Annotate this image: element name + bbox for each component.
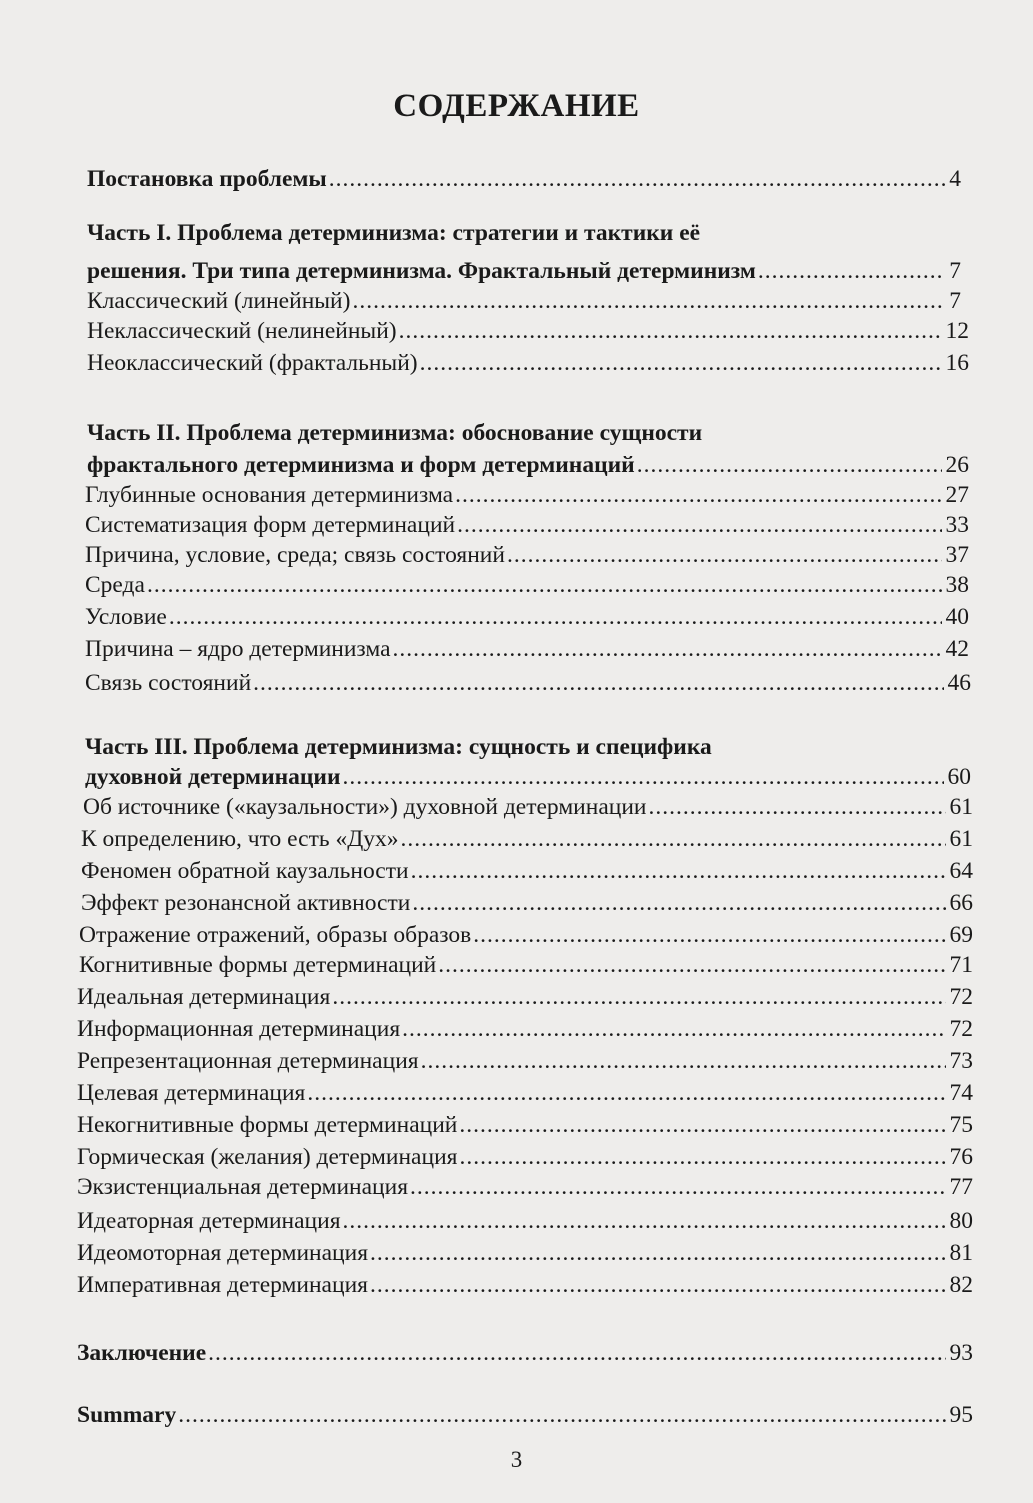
toc-entry-label: Репрезентационная детерминация — [77, 1048, 419, 1074]
toc-entry[interactable] — [77, 1172, 973, 1202]
toc-entry[interactable] — [77, 1014, 973, 1044]
toc-entry[interactable] — [87, 450, 969, 480]
toc-entry[interactable] — [85, 668, 971, 698]
toc-dot-leader — [438, 950, 945, 980]
toc-dot-leader — [457, 510, 941, 540]
toc-entry-label: Идеальная детерминация — [77, 984, 331, 1010]
toc-entry-label: Идеомоторная детерминация — [77, 1240, 369, 1266]
toc-dot-leader — [253, 668, 943, 698]
toc-dot-leader — [411, 856, 946, 886]
toc-entry-page: 26 — [945, 452, 969, 478]
toc-entry-label: Идеаторная детерминация — [77, 1208, 341, 1234]
toc-entry-page: 46 — [947, 670, 971, 696]
toc-entry[interactable] — [77, 1142, 973, 1172]
toc-entry-page: 61 — [949, 826, 973, 852]
toc-entry-label: духовной детерминации — [85, 764, 341, 790]
toc-entry-label: Об источнике («каузальности») духовной детерминации — [83, 794, 647, 820]
toc-entry-label: Императивная детерминация — [77, 1272, 368, 1298]
toc-entry[interactable] — [83, 792, 973, 822]
toc-entry-label: Эффект резонансной активности — [81, 890, 411, 916]
toc-entry-label: Условие — [85, 604, 167, 630]
toc-entry-page: 16 — [945, 350, 969, 376]
toc-entry-page: 42 — [945, 636, 969, 662]
toc-entry-page: 80 — [949, 1208, 973, 1234]
toc-entry-page: 60 — [947, 764, 971, 790]
toc-dot-leader — [370, 1238, 945, 1268]
toc-entry[interactable] — [77, 1206, 973, 1236]
toc-entry[interactable] — [85, 540, 969, 570]
toc-entry-page: 7 — [949, 258, 961, 284]
toc-entry[interactable] — [87, 348, 969, 378]
toc-entry-page: 82 — [949, 1272, 973, 1298]
toc-entry-label: Заключение — [77, 1340, 207, 1366]
toc-entry-page: 73 — [949, 1048, 973, 1074]
toc-entry-label: Связь состояний — [85, 670, 252, 696]
toc-dot-leader — [399, 316, 942, 346]
toc-entry-label: Среда — [85, 572, 145, 598]
toc-part-heading[interactable]: Часть I. Проблема детерминизма: стратегии и тактики её — [87, 220, 701, 246]
toc-entry[interactable] — [77, 1110, 973, 1140]
toc-entry[interactable] — [81, 888, 973, 918]
toc-entry-label: Неклассический (нелинейный) — [87, 318, 397, 344]
toc-entry-label: Когнитивные формы детерминаций — [79, 952, 437, 978]
toc-entry-page: 7 — [949, 288, 961, 314]
toc-entry-page: 77 — [949, 1174, 973, 1200]
toc-entry[interactable] — [87, 164, 961, 194]
toc-dot-leader — [507, 540, 942, 570]
toc-entry-page: 75 — [949, 1112, 973, 1138]
toc-entry-label: Феномен обратной каузальности — [81, 858, 409, 884]
toc-dot-leader — [147, 570, 942, 600]
toc-entry-label: Summary — [77, 1402, 177, 1428]
toc-dot-leader — [332, 982, 945, 1012]
toc-entry-page: 72 — [949, 1016, 973, 1042]
toc-dot-leader — [420, 348, 942, 378]
toc-entry-page: 4 — [949, 166, 961, 192]
toc-dot-leader — [459, 1142, 945, 1172]
toc-dot-leader — [401, 824, 946, 854]
toc-entry[interactable] — [87, 286, 961, 316]
toc-entry-page: 76 — [949, 1144, 973, 1170]
toc-dot-leader — [307, 1078, 945, 1108]
toc-entry[interactable] — [85, 602, 969, 632]
toc-dot-leader — [455, 480, 941, 510]
toc-dot-leader — [459, 1110, 945, 1140]
toc-dot-leader — [758, 256, 945, 286]
toc-entry[interactable] — [77, 1078, 973, 1108]
toc-entry-page: 74 — [949, 1080, 973, 1106]
toc-dot-leader — [649, 792, 946, 822]
toc-entry-page: 61 — [949, 794, 973, 820]
toc-entry-page: 12 — [945, 318, 969, 344]
toc-entry[interactable] — [85, 570, 969, 600]
toc-entry-label: Классический (линейный) — [87, 288, 351, 314]
toc-dot-leader — [393, 634, 942, 664]
toc-entry-page: 71 — [949, 952, 973, 978]
toc-entry[interactable] — [77, 1238, 973, 1268]
toc-entry-page: 33 — [945, 512, 969, 538]
toc-entry-page: 93 — [949, 1340, 973, 1366]
toc-entry-label: фрактального детерминизма и форм детерминаций — [87, 452, 635, 478]
toc-entry-label: решения. Три типа детерминизма. Фрактальный детерминизм — [87, 258, 756, 284]
page-title: СОДЕРЖАНИЕ — [393, 88, 640, 124]
toc-entry-page: 40 — [945, 604, 969, 630]
toc-dot-leader — [343, 762, 944, 792]
toc-entry[interactable] — [79, 950, 973, 980]
toc-entry-label: Экзистенциальная детерминация — [77, 1174, 409, 1200]
toc-dot-leader — [178, 1400, 945, 1430]
toc-entry-label: Некогнитивные формы детерминаций — [77, 1112, 458, 1138]
toc-dot-leader — [473, 920, 945, 950]
toc-dot-leader — [352, 286, 945, 316]
toc-entry-label: Отражение отражений, образы образов — [79, 922, 472, 948]
toc-dot-leader — [208, 1338, 945, 1368]
toc-entry-label: Причина, условие, среда; связь состояний — [85, 542, 505, 568]
toc-part-heading[interactable]: Часть II. Проблема детерминизма: обоснование сущности — [87, 420, 703, 446]
toc-dot-leader — [421, 1046, 946, 1076]
toc-entry-label: Систематизация форм детерминаций — [85, 512, 456, 538]
toc-entry[interactable] — [81, 856, 973, 886]
toc-entry-label: Целевая детерминация — [77, 1080, 306, 1106]
toc-entry-label: Неоклассический (фрактальный) — [87, 350, 418, 376]
toc-entry-page: 66 — [949, 890, 973, 916]
toc-entry-page: 37 — [945, 542, 969, 568]
toc-entry[interactable] — [77, 1338, 973, 1368]
toc-entry-page: 38 — [945, 572, 969, 598]
toc-entry-page: 81 — [949, 1240, 973, 1266]
toc-entry-label: Информационная детерминация — [77, 1016, 401, 1042]
toc-entry[interactable] — [85, 634, 969, 664]
toc-entry-label: К определению, что есть «Дух» — [81, 826, 399, 852]
toc-entry-page: 72 — [949, 984, 973, 1010]
toc-entry-page: 95 — [949, 1402, 973, 1428]
toc-entry-page: 69 — [949, 922, 973, 948]
toc-entry[interactable] — [87, 256, 961, 286]
toc-dot-leader — [637, 450, 942, 480]
toc-entry[interactable] — [85, 762, 971, 792]
toc-dot-leader — [412, 888, 945, 918]
toc-entry[interactable] — [77, 982, 973, 1012]
toc-entry[interactable] — [77, 1400, 973, 1430]
toc-entry[interactable] — [79, 920, 973, 950]
toc-entry-label: Постановка проблемы — [87, 166, 327, 192]
toc-entry-page: 27 — [945, 482, 969, 508]
toc-dot-leader — [402, 1014, 945, 1044]
toc-entry[interactable] — [77, 1046, 973, 1076]
toc-entry[interactable] — [85, 480, 969, 510]
toc-part-heading[interactable]: Часть III. Проблема детерминизма: сущность и специфика — [85, 734, 712, 760]
toc-dot-leader — [169, 602, 942, 632]
toc-entry[interactable] — [87, 316, 969, 346]
toc-entry-label: Гормическая (желания) детерминация — [77, 1144, 458, 1170]
toc-entry-label: Глубинные основания детерминизма — [85, 482, 454, 508]
toc-entry-page: 64 — [949, 858, 973, 884]
toc-dot-leader — [370, 1270, 946, 1300]
toc-entry-label: Причина – ядро детерминизма — [85, 636, 391, 662]
page-number: 3 — [510, 1447, 523, 1472]
toc-entry[interactable] — [81, 824, 973, 854]
toc-entry[interactable] — [77, 1270, 973, 1300]
toc-dot-leader — [329, 164, 946, 194]
toc-dot-leader — [410, 1172, 945, 1202]
toc-dot-leader — [343, 1206, 946, 1236]
toc-entry[interactable] — [85, 510, 969, 540]
